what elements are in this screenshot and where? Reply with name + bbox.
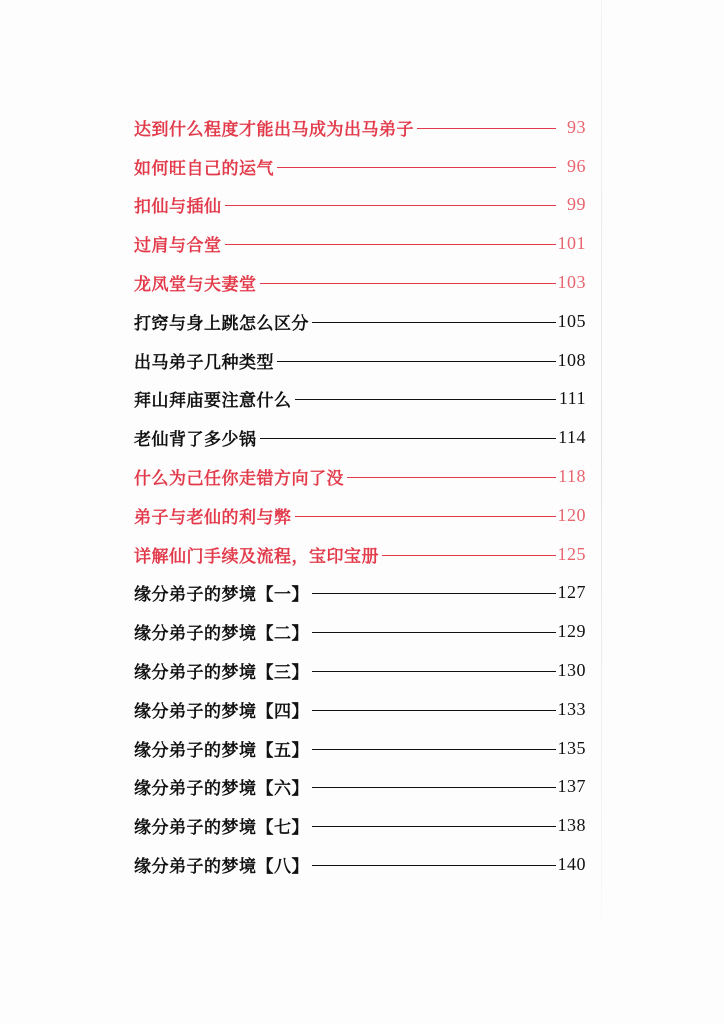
- toc-entry[interactable]: [134, 690, 586, 729]
- toc-leader-line: [382, 555, 556, 556]
- table-of-contents: [134, 108, 586, 884]
- toc-leader-line: [312, 787, 556, 788]
- toc-leader-line: [312, 710, 556, 711]
- toc-entry[interactable]: [134, 768, 586, 807]
- toc-entry-page-number: 129: [557, 621, 586, 642]
- toc-entry-page-number: 101: [557, 233, 586, 254]
- toc-entry-page-number: 111: [558, 388, 586, 409]
- toc-entry-page-number: 130: [557, 660, 586, 681]
- toc-entry[interactable]: [134, 612, 586, 651]
- toc-entry-title: 龙凤堂与夫妻堂: [134, 275, 257, 296]
- toc-leader-line: [312, 322, 556, 323]
- toc-leader-line: [312, 593, 556, 594]
- toc-entry-page-number: 93: [567, 116, 586, 137]
- toc-entry-title: 弟子与老仙的利与弊: [134, 507, 292, 528]
- toc-leader-line: [277, 167, 556, 168]
- toc-entry[interactable]: [134, 574, 586, 613]
- toc-entry-title: 缘分弟子的梦境【八】: [134, 857, 309, 878]
- toc-entry-page-number: 138: [557, 815, 586, 836]
- toc-entry-page-number: 137: [557, 776, 586, 797]
- toc-leader-line: [225, 244, 556, 245]
- toc-entry-title: 缘分弟子的梦境【六】: [134, 779, 309, 800]
- toc-entry-title: 老仙背了多少锅: [134, 430, 257, 451]
- toc-entry-title: 缘分弟子的梦境【二】: [134, 624, 309, 645]
- toc-entry-page-number: 99: [567, 194, 586, 215]
- toc-entry[interactable]: [134, 418, 586, 457]
- page-edge-shadow: [601, 0, 602, 920]
- toc-leader-line: [312, 826, 556, 827]
- toc-entry[interactable]: [134, 496, 586, 535]
- toc-entry-page-number: 103: [557, 272, 586, 293]
- toc-entry-title: 详解仙门手续及流程，宝印宝册: [134, 546, 379, 567]
- toc-entry-page-number: 127: [557, 582, 586, 603]
- toc-entry-title: 缘分弟子的梦境【三】: [134, 663, 309, 684]
- toc-leader-line: [295, 399, 557, 400]
- toc-leader-line: [277, 361, 556, 362]
- toc-entry-title: 出马弟子几种类型: [134, 352, 274, 373]
- toc-leader-line: [260, 438, 557, 439]
- toc-entry[interactable]: [134, 186, 586, 225]
- toc-entry[interactable]: [134, 108, 586, 147]
- toc-leader-line: [312, 865, 556, 866]
- toc-entry[interactable]: [134, 845, 586, 884]
- toc-entry[interactable]: [134, 224, 586, 263]
- toc-entry-page-number: 96: [567, 155, 586, 176]
- toc-entry-title: 扣仙与插仙: [134, 197, 222, 218]
- toc-entry-title: 拜山拜庙要注意什么: [134, 391, 292, 412]
- toc-entry-title: 缘分弟子的梦境【五】: [134, 740, 309, 761]
- toc-entry[interactable]: [134, 263, 586, 302]
- toc-entry-page-number: 125: [557, 543, 586, 564]
- toc-entry-page-number: 120: [557, 504, 586, 525]
- toc-leader-line: [295, 516, 556, 517]
- toc-leader-line: [347, 477, 556, 478]
- toc-leader-line: [260, 283, 556, 284]
- toc-entry-title: 如何旺自己的运气: [134, 158, 274, 179]
- toc-entry-page-number: 135: [557, 737, 586, 758]
- toc-leader-line: [225, 205, 557, 206]
- toc-entry-page-number: 118: [558, 466, 586, 487]
- toc-entry-page-number: 140: [557, 854, 586, 875]
- toc-entry[interactable]: [134, 535, 586, 574]
- toc-entry-title: 缘分弟子的梦境【七】: [134, 818, 309, 839]
- toc-entry-title: 打窍与身上跳怎么区分: [134, 313, 309, 334]
- toc-entry-title: 达到什么程度才能出马成为出马弟子: [134, 119, 414, 140]
- toc-leader-line: [417, 128, 556, 129]
- toc-entry-title: 缘分弟子的梦境【四】: [134, 701, 309, 722]
- toc-leader-line: [312, 749, 556, 750]
- toc-entry[interactable]: [134, 729, 586, 768]
- toc-entry-page-number: 108: [557, 349, 586, 370]
- toc-entry[interactable]: [134, 806, 586, 845]
- toc-entry[interactable]: [134, 147, 586, 186]
- toc-entry-page-number: 105: [557, 310, 586, 331]
- toc-entry-page-number: 133: [557, 698, 586, 719]
- toc-entry[interactable]: [134, 457, 586, 496]
- toc-entry-title: 什么为己任你走错方向了没: [134, 469, 344, 490]
- toc-entry-page-number: 114: [558, 427, 586, 448]
- toc-leader-line: [312, 671, 556, 672]
- toc-entry[interactable]: [134, 341, 586, 380]
- toc-entry[interactable]: [134, 651, 586, 690]
- toc-entry-title: 缘分弟子的梦境【一】: [134, 585, 309, 606]
- toc-leader-line: [312, 632, 556, 633]
- toc-entry-title: 过肩与合堂: [134, 236, 222, 257]
- toc-entry[interactable]: [134, 302, 586, 341]
- toc-entry[interactable]: [134, 380, 586, 419]
